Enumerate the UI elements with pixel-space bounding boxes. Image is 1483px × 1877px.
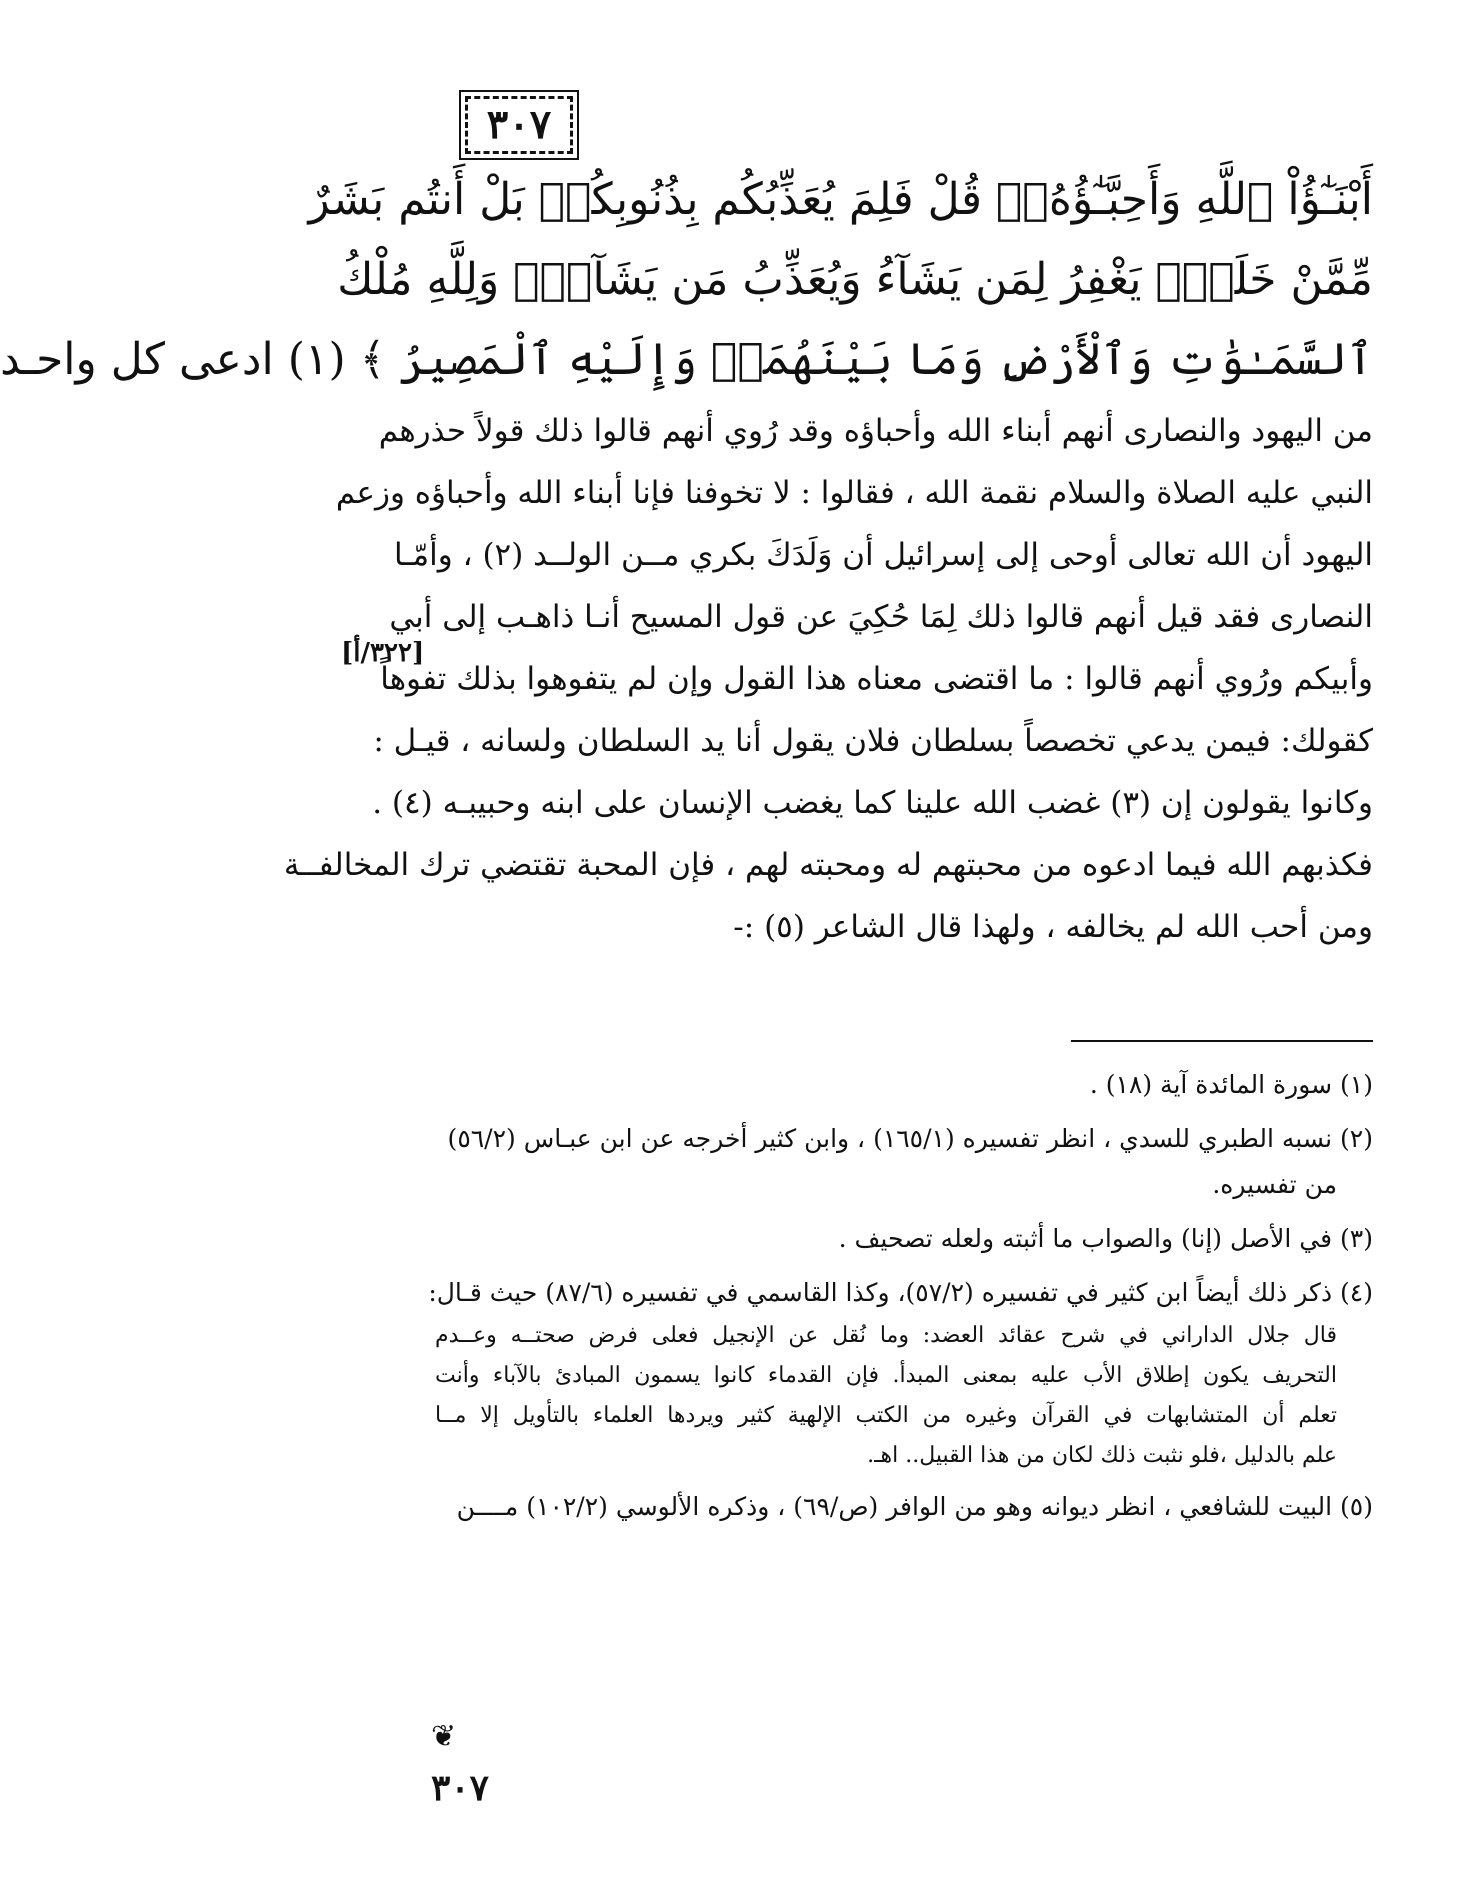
footnote-text: من تفسيره.: [1212, 1170, 1337, 1199]
footnote-5: [435, 1484, 1373, 1530]
footnote-text: (١) سورة المائدة آية (١٨) .: [1089, 1070, 1373, 1099]
footnotes: [428, 1062, 1373, 1538]
footnote-4: [428, 1270, 1373, 1476]
footnote-text: (٢) نسبه الطبري للسدي ، انظر تفسيره (١٦٥/١) ، وابن كثير أخرجه عن ابن عبـاس (٥٦/٢): [447, 1124, 1373, 1153]
footnote-quote-line: قال جلال الداراني في شرح عقائد العضد: وما نُقل عن الإنجيل فعلى فرض صحتــه وعــدم: [435, 1323, 1337, 1348]
page-number-footer: ٣٠٧: [431, 1767, 490, 1809]
commentary-line: فكذبهم الله فيما ادعوه من محبتهم له ومحبته لهم ، فإن المحبة تقتضي ترك المخالفــة: [283, 847, 1373, 883]
footnote-1: [435, 1062, 1373, 1108]
commentary-line: اليهود أن الله تعالى أوحى إلى إسرائيل أن وَلَدَكَ بكري مــن الولــد (٢) ، وأمّـا: [394, 537, 1373, 573]
footnote-2: [435, 1116, 1373, 1208]
quran-verse-line: مِّمَّنْ خَلَقَۚ يَغْفِرُ لِمَن يَشَآءُ وَيُعَذِّبُ مَن يَشَآءُۚ وَلِلَّهِ مُلْكُ: [337, 254, 1373, 305]
page-number-header: ٣٠٧: [465, 96, 573, 154]
footnote-text: (٣) في الأصل (إنا) والصواب ما أثبته ولعله تصحيف .: [838, 1224, 1373, 1253]
commentary-line: وكانوا يقولون إن (٣) غضب الله علينا كما يغضب الإنسان على ابنه وحبيبـه (٤) .: [372, 785, 1373, 821]
footnote-text: (٤) ذكر ذلك أيضاً ابن كثير في تفسيره (٥٧/٢)، وكذا القاسمي في تفسيره (٨٧/٦) حيث قـال:: [428, 1278, 1373, 1307]
commentary-line: من اليهود والنصارى أنهم أبناء الله وأحباؤه وقد رُوي أنهم قالوا ذلك قولاً حذرهم: [378, 413, 1373, 449]
manuscript-folio-note: [٣٢٢/أ]: [341, 638, 425, 668]
footnote-quote-line: التحريف يكون إطلاق الأب عليه بمعنى المبدأ. فإن القدماء كانوا يسمون المبادئ بالآباء وأنت: [435, 1363, 1337, 1388]
commentary-line: كقولك: فيمن يدعي تخصصاً بسلطان فلان يقول أنا يد السلطان ولسانه ، قيـل :: [373, 723, 1373, 759]
commentary-line: النصارى فقد قيل أنهم قالوا ذلك لِمَا حُكِيَ عن قول المسيح أنـا ذاهـب إلى أبي: [389, 599, 1373, 635]
quran-verse-line: أَبْنَـٰٓؤُاْ ٱللَّهِ وَأَحِبَّـٰٓؤُهُۥۚ قُلْ فَلِمَ يُعَذِّبُكُم بِذُنُوبِكُمۖ بَلْ أَنتُم بَشَرٌ: [308, 174, 1373, 225]
footnote-quote-line: تعلم أن المتشابهات في القرآن وغيره من الكتب الإلهية كثير ويردها العلماء بالتأويل إلا مــا: [435, 1403, 1337, 1428]
footnote-quote-line: علم بالدليل ،فلو نثبت ذلك لكان من هذا القبيل.. اهـ.: [867, 1443, 1337, 1468]
footnote-text: (٥) البيت للشافعي ، انظر ديوانه وهو من الوافر (ص/٦٩) ، وذكره الألوسي (١٠٢/٢) مــــن: [456, 1492, 1373, 1521]
commentary-line: وأبيكم ورُوي أنهم قالوا : ما اقتضى معناه هذا القول وإن لم يتفوهوا بذلك تفوهاً: [380, 661, 1373, 697]
footnote-quote: [435, 1316, 1373, 1476]
footnote-3: [435, 1216, 1373, 1262]
footnote-separator: [1071, 1040, 1373, 1042]
commentary-line: النبي عليه الصلاة والسلام نقمة الله ، فقالوا : لا تخوفنا فإنا أبناء الله وأحباؤه وزعم: [335, 475, 1373, 511]
commentary-line: ومن أحب الله لم يخالفه ، ولهذا قال الشاعر (٥) :-: [733, 909, 1373, 945]
catchword-ornament: ❦: [431, 1719, 457, 1754]
quran-verse-line: ٱلسَّمَـٰوَٰتِ وَٱلْأَرْضِ وَمَا بَيْنَهُمَاۖ وَإِلَيْهِ ٱلْمَصِيرُ ﴾ (١) ادعى كل واحـد: [0, 334, 1373, 385]
